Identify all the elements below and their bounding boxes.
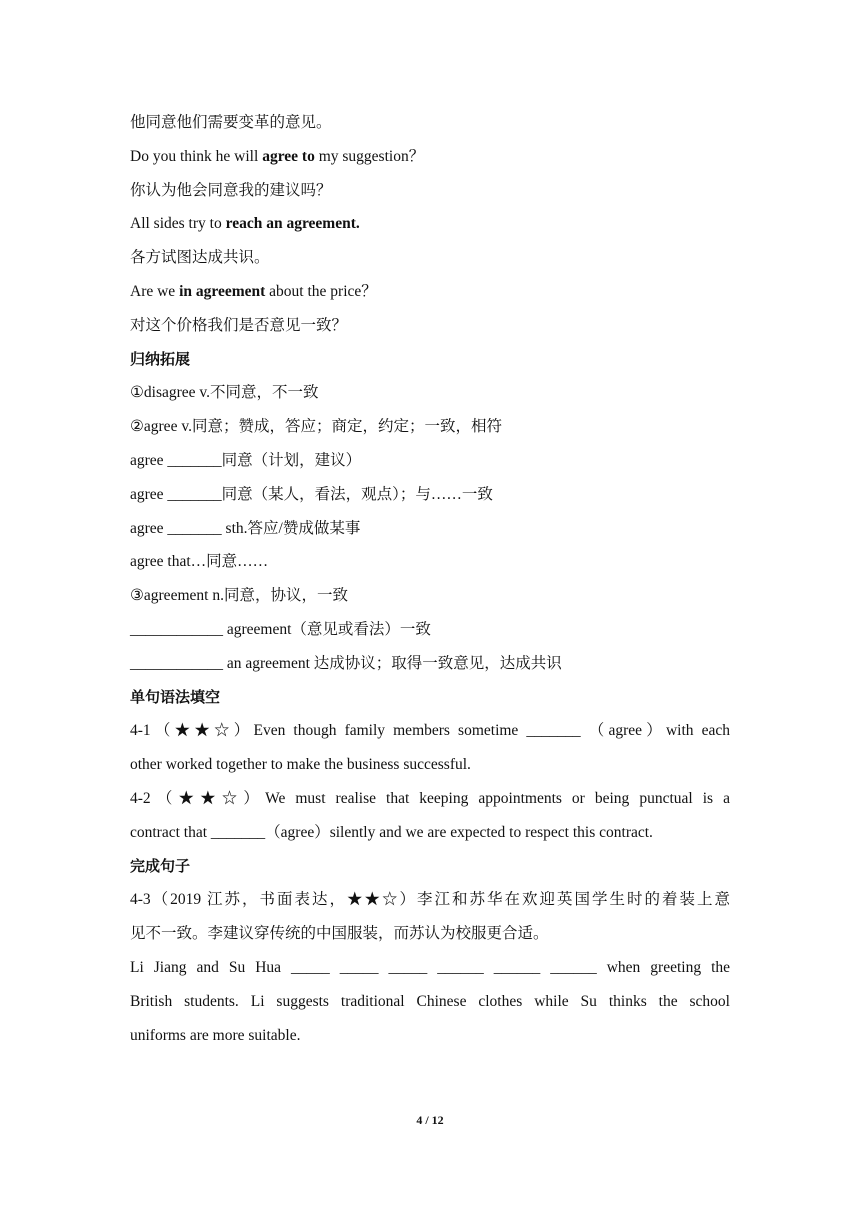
question-line: 4-1（★★☆）Even though family members sometime _______ （agree）with each: [130, 722, 730, 740]
list-item: ③agreement n.同意，协议，一致: [130, 587, 348, 605]
list-item: agree _______ sth.答应/赞成做某事: [130, 519, 361, 537]
page-number: 4 / 12: [416, 1113, 444, 1127]
text-span: All sides try to: [130, 215, 226, 233]
example-sentence: [130, 207, 730, 241]
list-item: ①disagree v.不同意，不一致: [130, 384, 319, 402]
question-line: 见不一致。李建议穿传统的中国服装，而苏认为校服更合适。: [130, 925, 549, 943]
bold-phrase: reach an agreement.: [225, 215, 360, 233]
list-item: ____________ an agreement 达成协议；取得一致意见，达成共识: [130, 654, 562, 672]
section-heading: 单句语法填空: [130, 687, 221, 706]
question-line: other worked together to make the business successful.: [130, 756, 471, 774]
example-translation: 对这个价格我们是否意见一致？: [130, 316, 348, 334]
section-heading: 归纳拓展: [130, 349, 191, 368]
list-item: ②agree v.同意；赞成，答应；商定，约定；一致，相符: [130, 418, 502, 436]
page-content: [130, 106, 730, 1052]
list-item: ____________ agreement（意见或看法）一致: [130, 620, 431, 638]
question-line: British students. Li suggests traditional Chinese clothes while Su thinks the school: [130, 992, 730, 1010]
example-translation: 他同意他们需要变革的意见。: [130, 114, 332, 131]
question-line: 4-2（★★☆）We must realise that keeping appointments or being punctual is a: [130, 789, 730, 807]
text-span: Do you think he will: [130, 147, 263, 165]
example-sentence: [130, 275, 730, 309]
bold-phrase: agree to: [262, 147, 315, 165]
question-line: uniforms are more suitable.: [130, 1026, 301, 1044]
text-span: Are we: [130, 282, 180, 300]
list-item: agree _______同意（某人，看法，观点）；与……一致: [130, 485, 493, 503]
question-line: Li Jiang and Su Hua _____ _____ _____ ______ ______ ______ when greeting the: [130, 958, 730, 976]
example-sentence: [130, 140, 730, 174]
section-heading: 完成句子: [130, 856, 191, 875]
text-span: about the price？: [265, 282, 377, 300]
question-line: contract that _______（agree）silently and we are expected to respect this contract.: [130, 823, 653, 841]
example-translation: 你认为他会同意我的建议吗？: [130, 181, 332, 199]
bold-phrase: in agreement: [179, 282, 266, 300]
question-line: 4-3（2019 江苏，书面表达，★★☆）李江和苏华在欢迎英国学生时的着装上意: [130, 891, 730, 909]
list-item: agree _______同意（计划，建议）: [130, 451, 362, 469]
text-span: my suggestion？: [314, 147, 425, 165]
example-translation: 各方试图达成共识。: [130, 249, 270, 267]
list-item: agree that…同意……: [130, 553, 269, 571]
